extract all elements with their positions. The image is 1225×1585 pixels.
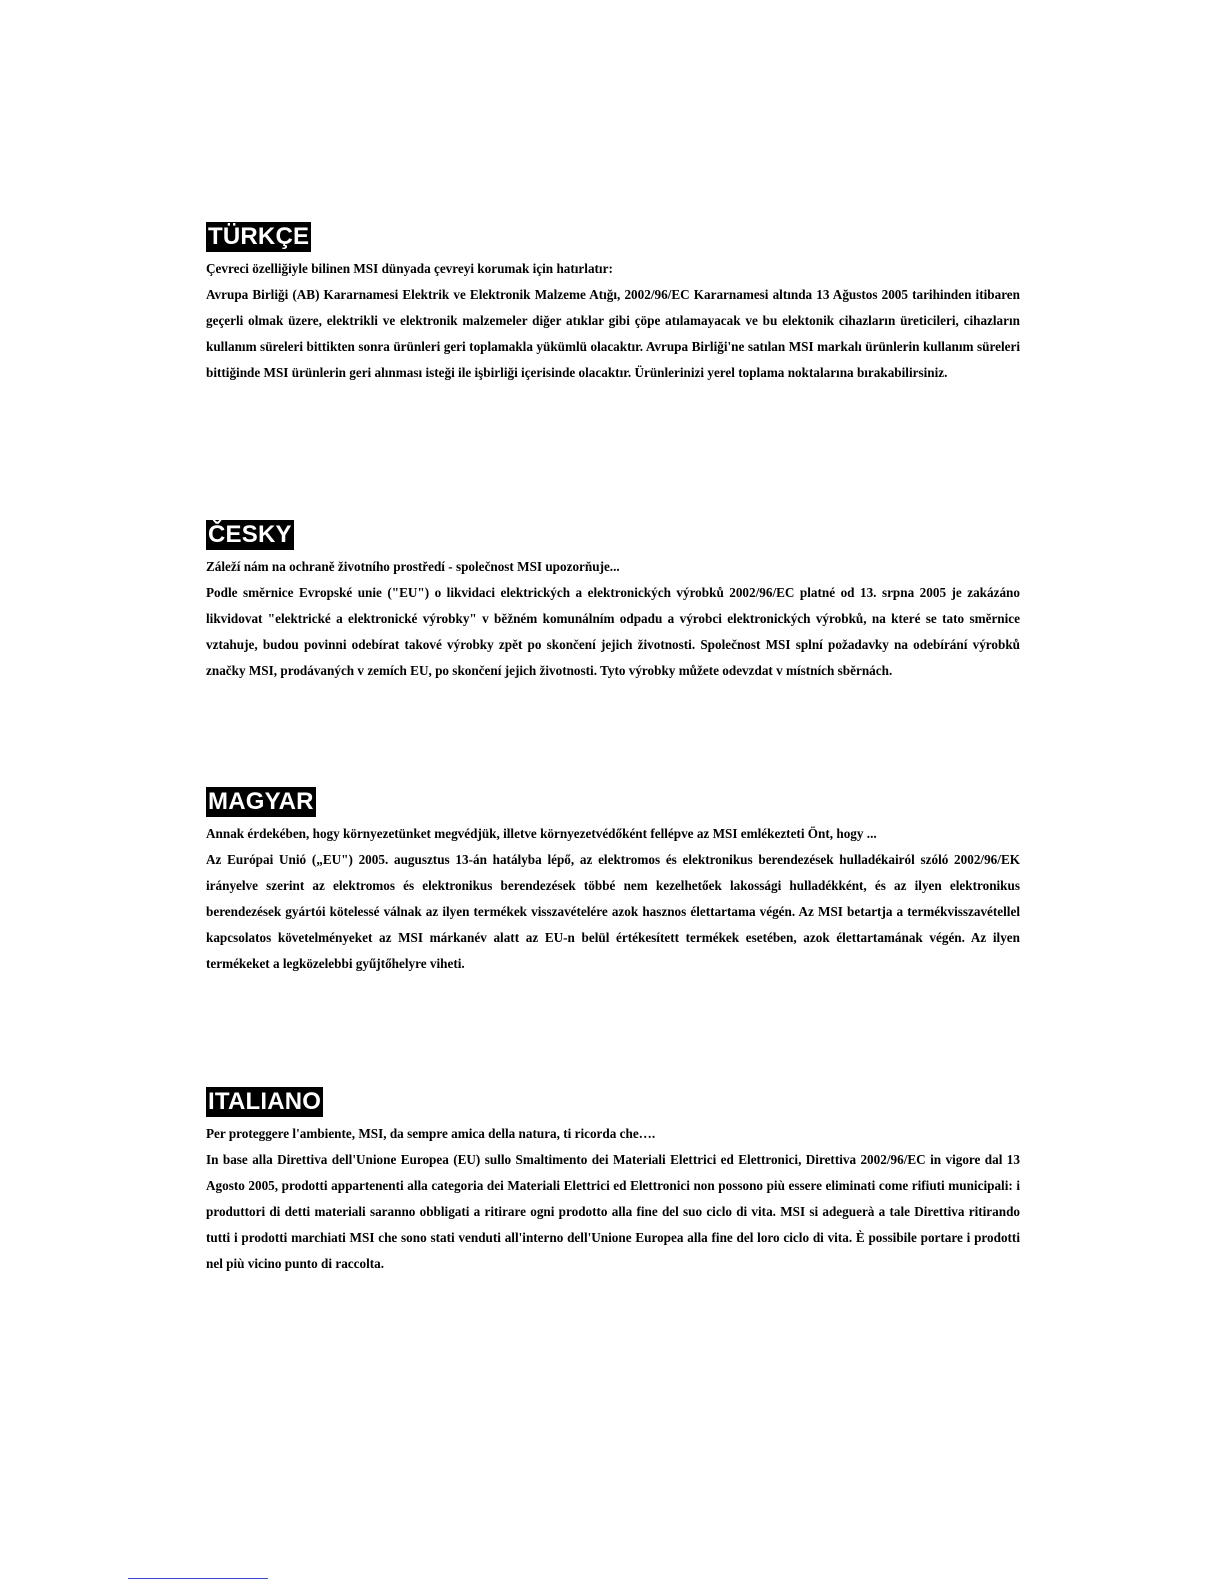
section-turkish [206,222,1020,386]
section-body-italian: In base alla Direttiva dell'Unione Europea (EU) sullo Smaltimento dei Materiali Elettrici ed Elettronici, Direttiva 2002/96/EC in vigore dal 13 Agosto 2005, prodotti appartenenti alla categoria dei Materiali Elettrici ed Elettronici non possono più essere eliminati come rifiuti municipali: i produttori di detti materiali saranno obbligati a ritirare ogni prodotto alla fine del suo ciclo di vita. MSI si adeguerà a tale Direttiva ritirando tutti i prodotti marchiati MSI che sono stati venduti all'interno dell'Unione Europea alla fine del loro ciclo di vita. È possibile portare i prodotti nel più vicino punto di raccolta. [206,1152,1020,1271]
section-heading-czech: ČESKY [208,521,292,548]
footnote-divider [128,1578,268,1579]
section-body-turkish: Avrupa Birliği (AB) Kararnamesi Elektrik ve Elektronik Malzeme Atığı, 2002/96/EC Kararnamesi altında 13 Ağustos 2005 tarihinden itibaren geçerli olmak üzere, elektrikli ve elektronik malzemeler diğer atıklar gibi çöpe atılamayacak ve bu elektonik cihazların üreticileri, cihazların kullanım süreleri bittikten sonra ürünleri geri toplamakla yükümlü olacaktır. Avrupa Birliği'ne satılan MSI markalı ürünlerin kullanım süreleri bittiğinde MSI ürünlerin geri alınması isteği ile işbirliği içerisinde olacaktır. Ürünlerinizi yerel toplama noktalarına bırakabilirsiniz. [206,287,1020,380]
section-lead-italian: Per proteggere l'ambiente, MSI, da sempre amica della natura, ti ricorda che…. [206,1126,656,1141]
section-lead-hungarian: Annak érdekében, hogy környezetünket megvédjük, illetve környezetvédőként fellépve az MSI emlékezteti Önt, hogy ... [206,826,877,841]
section-czech [206,520,1020,684]
section-heading-italian: ITALIANO [208,1088,322,1115]
section-body-hungarian: Az Európai Unió („EU") 2005. augusztus 13-án hatályba lépő, az elektromos és elektronikus berendezések hulladékairól szóló 2002/96/EK irányelve szerint az elektromos és elektronikus berendezések többé nem kezelhetőek lakossági hulladékként, és az ilyen elektronikus berendezések gyártói kötelessé válnak az ilyen termékek visszavételére azok hasznos élettartama végén. Az MSI betartja a termékvisszavétellel kapcsolatos követelményeket az MSI márkanév alatt az EU-n belül értékesített termékek esetében, azok élettartamának végén. Az ilyen termékeket a legközelebbi gyűjtőhelyre viheti. [206,852,1020,971]
section-body-czech: Podle směrnice Evropské unie ("EU") o likvidaci elektrických a elektronických výrobků 2002/96/EC platné od 13. srpna 2005 je zakázáno likvidovat "elektrické a elektronické výrobky" v běžném komunálním odpadu a výrobci elektronických výrobků, na které se tato směrnice vztahuje, budou povinni odebírat takové výrobky zpět po skončení jejich životnosti. Společnost MSI splní požadavky na odebírání výrobků značky MSI, prodávaných v zemích EU, po skončení jejich životnosti. Tyto výrobky můžete odevzdat v místních sběrnách. [206,585,1020,678]
section-hungarian [206,787,1020,977]
section-lead-turkish: Çevreci özelliğiyle bilinen MSI dünyada çevreyi korumak için hatırlatır: [206,261,613,276]
section-heading-turkish: TÜRKÇE [208,223,310,250]
section-lead-czech: Záleží nám na ochraně životního prostředí - společnost MSI upozorňuje... [206,559,620,574]
section-heading-hungarian: MAGYAR [208,788,314,815]
section-italian [206,1087,1020,1277]
